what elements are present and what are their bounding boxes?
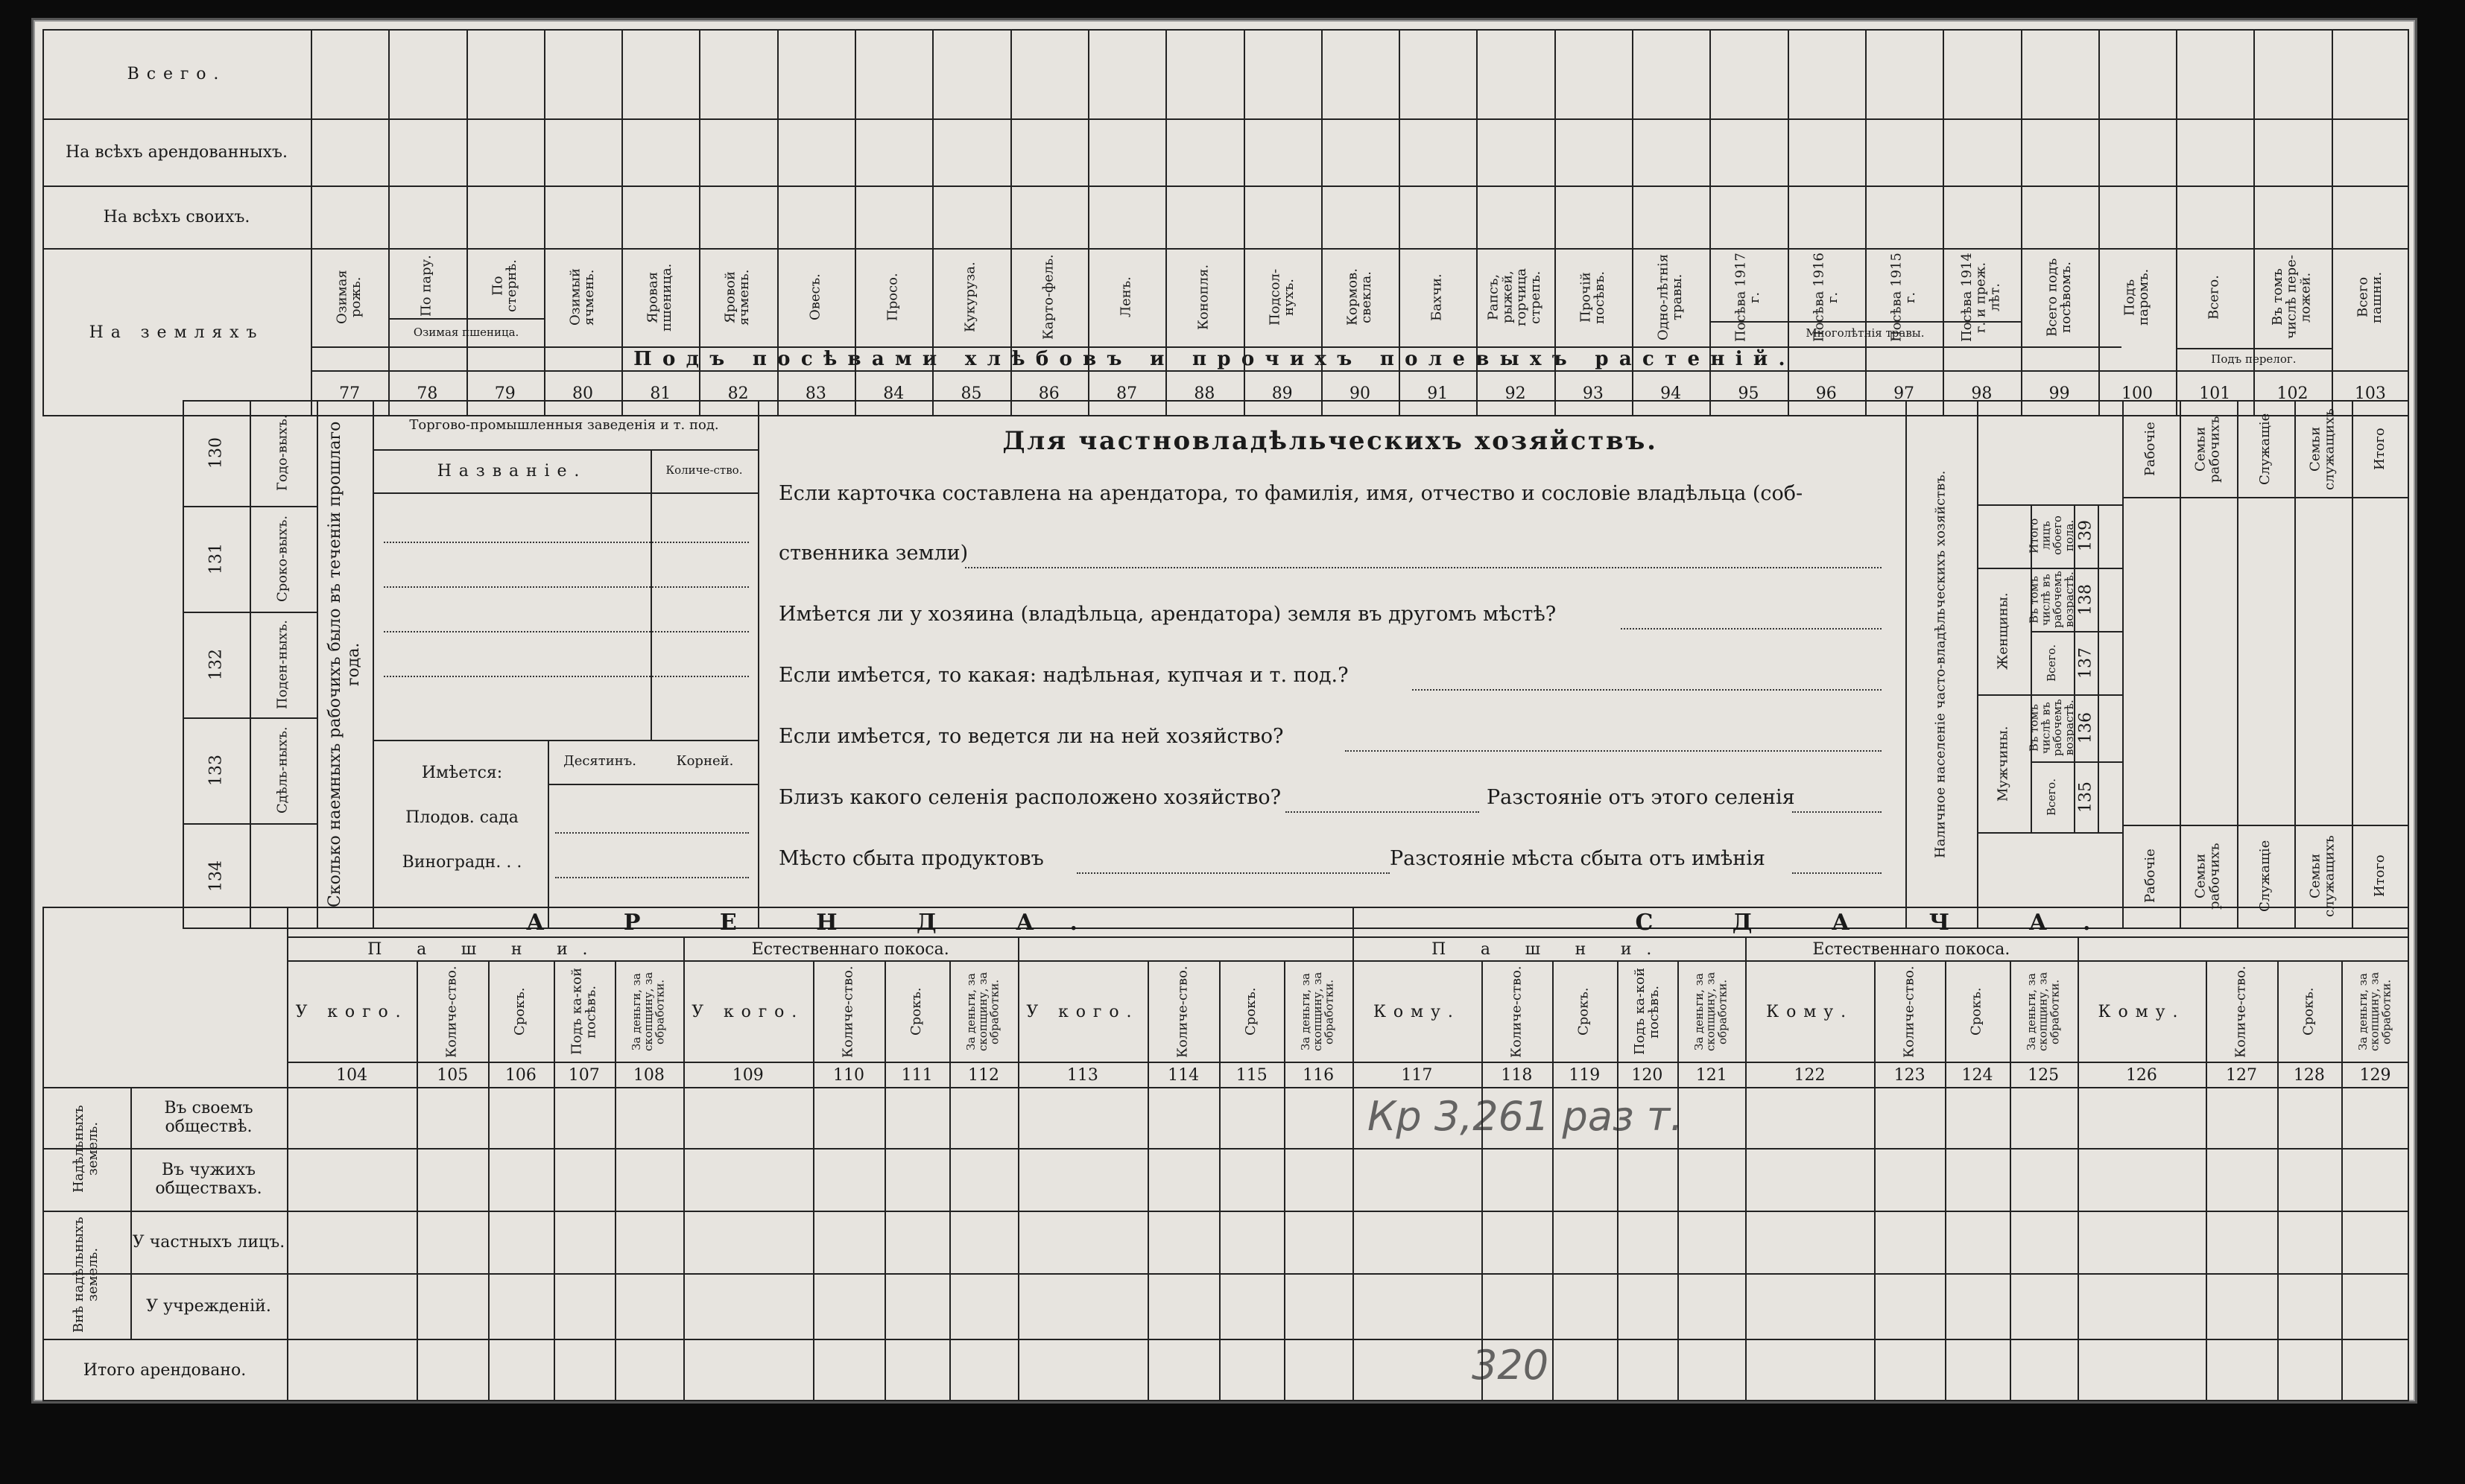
crop-column-number: 89 xyxy=(1271,384,1293,403)
worker-row-number: 130 xyxy=(206,437,226,469)
fallow-label: Подъ перелог. xyxy=(2211,352,2297,367)
bottom-col-number: 109 xyxy=(732,1065,764,1085)
crop-column-number: 77 xyxy=(339,384,361,403)
column-divider xyxy=(1088,29,1089,416)
crop-column-number: 99 xyxy=(2048,384,2070,403)
arenda-title: А Р Е Н Д А. xyxy=(526,909,1113,936)
crop-column-label: Кормов. свекла. xyxy=(1344,268,1374,326)
crop-column-number: 91 xyxy=(1427,384,1449,403)
question-owner-a: Если карточка составлена на арендатора, то фамилія, имя, отчество и сословіе владѣльца (соб- xyxy=(779,482,1803,505)
crop-column-label: Подсол-нухъ. xyxy=(1266,268,1297,326)
crops-banner: Подъ посѣвами хлѣбовъ и прочихъ полевыхъ растеній. xyxy=(633,348,1796,370)
crop-column-label: Конопля. xyxy=(1195,264,1212,331)
population-label: Наличное населеніе часто-владѣльческихъ хозяйствъ. xyxy=(1932,470,1949,859)
crop-column-label: По стернѣ. xyxy=(489,259,519,313)
row-label-lands: На земляхъ xyxy=(89,323,265,342)
bottom-col-number: 118 xyxy=(1501,1065,1533,1085)
crop-column-label: Посѣва 1916 г. xyxy=(1810,253,1841,342)
perennial-grass-label: Многолѣтнія травы. xyxy=(1806,326,1925,340)
column-divider xyxy=(388,29,390,416)
column-divider xyxy=(621,29,623,416)
handwritten-note: Кр 3,261 раз т. xyxy=(1367,1093,1683,1140)
crop-column-label: Посѣва 1917 г. xyxy=(1733,253,1763,342)
bottom-col-header: За деньги, за скопщину, за обработки. xyxy=(2024,971,2062,1052)
column-divider xyxy=(1244,29,1245,416)
column-divider xyxy=(1709,29,1711,416)
crop-column-number: 81 xyxy=(650,384,671,403)
men-label: Мужчины. xyxy=(1995,726,2011,802)
bottom-col-number: 114 xyxy=(1168,1065,1200,1085)
right-col-header: Итого xyxy=(2372,428,2388,471)
column-divider xyxy=(1788,29,1789,416)
crop-column-number: 88 xyxy=(1194,384,1215,403)
column-divider xyxy=(1865,29,1867,416)
bottom-col-number: 113 xyxy=(1066,1065,1098,1085)
crop-column-number: 87 xyxy=(1116,384,1138,403)
men-working: Въ томъ числѣ въ рабочемъ возрастѣ. xyxy=(2027,699,2076,757)
bottom-col-number: 116 xyxy=(1303,1065,1335,1085)
crop-column-label: Подъ паромъ. xyxy=(2121,268,2151,326)
right-col-footer: Итого xyxy=(2372,854,2388,898)
crop-column-number: 78 xyxy=(417,384,438,403)
column-divider xyxy=(1399,29,1400,416)
row-private: У частныхъ лицъ. xyxy=(132,1232,285,1252)
bottom-col-number: 126 xyxy=(2125,1065,2157,1085)
bottom-col-number: 115 xyxy=(1235,1065,1268,1085)
bottom-col-number: 120 xyxy=(1631,1065,1663,1085)
bottom-col-number: 127 xyxy=(2226,1065,2258,1085)
pop-num-135: 135 xyxy=(2076,781,2095,813)
column-divider xyxy=(2098,29,2100,416)
bottom-col-header: У кого. xyxy=(295,1002,408,1021)
crop-column-label: Яровая пшеница. xyxy=(645,263,675,332)
has-label: Имѣется: xyxy=(421,763,503,782)
worker-row-number: 131 xyxy=(206,543,226,574)
crop-column-number: 80 xyxy=(572,384,594,403)
sdacha-pashni-header: П а ш н и. xyxy=(1431,939,1667,959)
crop-column-number: 96 xyxy=(1815,384,1837,403)
crop-column-number: 82 xyxy=(727,384,749,403)
crop-column-label: Бахчи. xyxy=(1428,273,1445,321)
handwritten-number: 320 xyxy=(1472,1342,1549,1389)
winter-wheat-label: Озимая пшеница. xyxy=(413,326,519,340)
bottom-col-number: 125 xyxy=(2028,1065,2060,1085)
bottom-col-header: За деньги, за скопщину, за обработки. xyxy=(630,971,667,1052)
bottom-col-header: У кого. xyxy=(692,1002,805,1021)
pop-num-137: 137 xyxy=(2076,647,2095,679)
bottom-col-number: 105 xyxy=(437,1065,469,1085)
vineyard-label: Виноградн. . . xyxy=(402,852,522,872)
crop-column-label: Прочій посѣвъ. xyxy=(1577,270,1607,324)
bottom-col-number: 110 xyxy=(832,1065,864,1085)
group-divider xyxy=(2078,936,2079,960)
bottom-col-number: 123 xyxy=(1893,1065,1926,1085)
column-divider xyxy=(2021,29,2022,416)
crop-column-number: 85 xyxy=(961,384,982,403)
bottom-col-number: 122 xyxy=(1794,1065,1826,1085)
bottom-col-header: Кому. xyxy=(2098,1002,2186,1021)
bottom-col-number: 129 xyxy=(2359,1065,2391,1085)
vnenadel-label: Внѣ надѣльныхъ земель. xyxy=(71,1217,101,1333)
bottom-col-header: Количе-ство. xyxy=(1174,965,1191,1058)
crop-column-label: Овесъ. xyxy=(807,273,823,321)
sdacha-pokos-header: Естественнаго покоса. xyxy=(1812,939,2010,959)
bottom-col-header: Кому. xyxy=(1373,1002,1461,1021)
question-market-distance: Разстояніе мѣста сбыта отъ имѣнія xyxy=(1390,847,1765,870)
bottom-col-header: Количе-ство. xyxy=(1507,965,1524,1058)
crop-column-number: 86 xyxy=(1038,384,1060,403)
workers-question: Сколько наемныхъ рабочихъ было въ теченіи прошлаго года. xyxy=(326,421,363,908)
right-col-header: Служащіе xyxy=(2257,413,2273,486)
column-divider xyxy=(1010,29,1012,416)
bottom-col-header: Срокъ. xyxy=(1575,987,1592,1036)
crop-column-label: Въ томъ числѣ пере-ложей. xyxy=(2270,255,2314,340)
bottom-col-number: 121 xyxy=(1695,1065,1727,1085)
worker-row-label: Сроко-выхъ. xyxy=(274,515,291,603)
bottom-col-header: За деньги, за скопщину, за обработки. xyxy=(2355,971,2393,1052)
crop-column-label: Просо. xyxy=(885,273,901,322)
orchard-label: Плодов. сада xyxy=(405,808,519,827)
row-institutions: У учрежденій. xyxy=(146,1296,271,1316)
bottom-col-header: Срокъ. xyxy=(908,987,925,1036)
bottom-col-header: Количе-ство. xyxy=(443,965,460,1058)
row-own-society: Въ своемъ обществѣ. xyxy=(164,1099,253,1136)
worker-row-number: 132 xyxy=(206,649,226,680)
desyatin-header: Десятинъ. xyxy=(563,752,636,769)
row-label-total: Всего. xyxy=(127,64,227,83)
worker-row-label: Сдѣль-ныхъ. xyxy=(274,726,291,814)
bottom-col-header: Подъ ка-кой посѣвъ. xyxy=(568,968,598,1056)
nadel-label: Надѣльныхъ земель. xyxy=(71,1105,101,1193)
crop-column-label: Посѣва 1914 г. и преж. лѣт. xyxy=(1959,253,2003,342)
crop-column-number: 102 xyxy=(2276,384,2309,403)
private-title: Для частновладѣльческихъ хозяйствъ. xyxy=(1002,426,1658,456)
worker-row-label: Годо-выхъ. xyxy=(274,414,291,492)
bottom-col-header: Подъ ка-кой посѣвъ. xyxy=(1631,968,1662,1056)
column-divider xyxy=(544,29,545,416)
crop-column-label: Яровой ячмень. xyxy=(722,269,753,326)
bottom-col-number: 117 xyxy=(1401,1065,1433,1085)
worker-row-number: 133 xyxy=(206,755,226,786)
column-divider xyxy=(1554,29,1556,416)
bottom-col-number: 107 xyxy=(568,1065,600,1085)
worker-row-number: 134 xyxy=(206,860,226,892)
crop-column-number: 94 xyxy=(1660,384,1682,403)
bottom-col-header: За деньги, за скопщину, за обработки. xyxy=(1692,971,1730,1052)
column-divider xyxy=(1943,29,1944,416)
right-col-footer: Семьи служащихъ xyxy=(2307,835,2338,917)
bottom-col-number: 112 xyxy=(967,1065,999,1085)
women-working: Въ томъ числѣ въ рабочемъ возрастѣ. xyxy=(2027,571,2076,629)
right-col-footer: Служащіе xyxy=(2257,840,2273,913)
bottom-col-header: Количе-ство. xyxy=(2233,965,2249,1058)
crop-column-number: 103 xyxy=(2354,384,2386,403)
right-col-footer: Семьи рабочихъ xyxy=(2192,843,2223,910)
trade-title: Торгово-промышленныя заведенія и т. под. xyxy=(409,416,719,433)
column-divider xyxy=(1632,29,1633,416)
bottom-col-header: Кому. xyxy=(1766,1002,1853,1021)
crop-column-label: Рапсъ, рыжей, горчица стрепъ. xyxy=(1485,268,1544,326)
column-divider xyxy=(1476,29,1478,416)
right-col-header: Семьи рабочихъ xyxy=(2192,416,2223,483)
question-land-type: Если имѣется, то какая: надѣльная, купчая и т. под.? xyxy=(779,664,1349,687)
trade-name-header: Названіе. xyxy=(437,461,587,481)
bottom-col-number: 119 xyxy=(1569,1065,1601,1085)
crop-column-label: Озимый ячмень. xyxy=(567,268,598,326)
women-total: Всего. xyxy=(2045,644,2059,682)
crop-column-label: По пару. xyxy=(418,255,434,317)
bottom-col-header: Срокъ. xyxy=(2300,987,2317,1036)
women-label: Женщины. xyxy=(1995,592,2011,670)
pop-num-136: 136 xyxy=(2076,712,2095,743)
bottom-col-header: За деньги, за скопщину, за обработки. xyxy=(1299,971,1337,1052)
bottom-col-header: Количе-ство. xyxy=(840,965,856,1058)
crop-column-number: 95 xyxy=(1738,384,1759,403)
pop-num-138: 138 xyxy=(2076,584,2095,615)
question-village: Близъ какого селенія расположено хозяйство? xyxy=(779,786,1282,809)
sdacha-title: С Д А Ч А. xyxy=(1635,909,2127,936)
arenda-pokos-header: Естественнаго покоса. xyxy=(751,939,949,959)
census-card xyxy=(31,18,2417,1404)
bottom-col-number: 128 xyxy=(2293,1065,2325,1085)
bottom-col-header: Количе-ство. xyxy=(1901,965,1917,1058)
column-divider xyxy=(466,29,468,416)
column-divider xyxy=(1165,29,1167,416)
row-label-own: На всѣхъ своихъ. xyxy=(103,207,250,226)
crop-column-label: Одно-лѣтнія травы. xyxy=(1655,253,1686,341)
group-divider xyxy=(1018,936,1019,960)
crop-column-number: 100 xyxy=(2121,384,2153,403)
crop-column-label: Всего. xyxy=(2206,275,2222,320)
row-other-society: Въ чужихъ обществахъ. xyxy=(155,1161,262,1198)
crop-column-label: Ленъ. xyxy=(1118,276,1134,318)
question-other-land: Имѣется ли у хозяина (владѣльца, арендатора) земля въ другомъ мѣстѣ? xyxy=(779,603,1557,626)
bottom-col-number: 104 xyxy=(336,1065,368,1085)
korney-header: Корней. xyxy=(676,752,734,769)
arenda-pashni-header: П а ш н и. xyxy=(367,939,603,959)
crop-column-label: Кукуруза. xyxy=(963,261,979,333)
question-farming: Если имѣется, то ведется ли на ней хозяйство? xyxy=(779,725,1284,748)
column-divider xyxy=(932,29,934,416)
bottom-col-header: Срокъ. xyxy=(1243,987,1259,1036)
row-label-rented: На всѣхъ арендованныхъ. xyxy=(65,142,288,162)
subheader-line xyxy=(388,318,544,320)
bottom-col-number: 106 xyxy=(504,1065,537,1085)
crop-column-label: Посѣва 1915 г. xyxy=(1888,253,1919,342)
worker-row-label: Поден-ныхъ. xyxy=(274,620,291,709)
men-total: Всего. xyxy=(2045,779,2059,816)
column-divider xyxy=(699,29,700,416)
crop-column-number: 83 xyxy=(805,384,826,403)
pop-num-139: 139 xyxy=(2076,520,2095,551)
crop-column-label: Всего подъ посѣвомъ. xyxy=(2043,258,2074,337)
question-village-distance: Разстояніе отъ этого селенія xyxy=(1487,786,1795,809)
column-divider xyxy=(1321,29,1323,416)
row-total-rented: Итого арендовано. xyxy=(83,1360,247,1380)
bottom-col-header: У кого. xyxy=(1026,1002,1139,1021)
crop-column-number: 84 xyxy=(883,384,905,403)
crop-column-number: 98 xyxy=(1971,384,1993,403)
crop-column-number: 101 xyxy=(2199,384,2231,403)
worker-row-label xyxy=(251,825,315,928)
question-owner-b: ственника земли) xyxy=(779,542,969,565)
right-col-header: Семьи служащихъ xyxy=(2307,408,2338,490)
crop-column-label: Карто-фель. xyxy=(1040,254,1057,340)
crop-column-number: 97 xyxy=(1893,384,1915,403)
crop-column-label: Всего пашни. xyxy=(2354,271,2385,323)
bottom-col-header: Срокъ. xyxy=(1969,987,1985,1036)
bottom-col-number: 124 xyxy=(1961,1065,1993,1085)
itogo-both-label: Итого лицъ обоего пола. xyxy=(2027,516,2076,556)
crop-column-number: 93 xyxy=(1582,384,1604,403)
question-market: Мѣсто сбыта продуктовъ xyxy=(779,847,1044,870)
bottom-col-number: 108 xyxy=(633,1065,665,1085)
crop-column-number: 79 xyxy=(494,384,516,403)
crop-column-number: 90 xyxy=(1349,384,1370,403)
crop-column-number: 92 xyxy=(1504,384,1526,403)
right-col-footer: Рабочіе xyxy=(2142,849,2159,904)
bottom-col-header: Срокъ. xyxy=(512,987,528,1036)
right-col-header: Рабочіе xyxy=(2142,422,2159,477)
bottom-col-header: За деньги, за скопщину, за обработки. xyxy=(964,971,1001,1052)
crop-column-label: Озимая рожь. xyxy=(334,270,364,325)
bottom-col-number: 111 xyxy=(901,1065,933,1085)
column-divider xyxy=(2332,29,2333,416)
trade-qty-header: Количе-ство. xyxy=(665,463,743,478)
column-divider xyxy=(777,29,779,416)
column-divider xyxy=(855,29,856,416)
